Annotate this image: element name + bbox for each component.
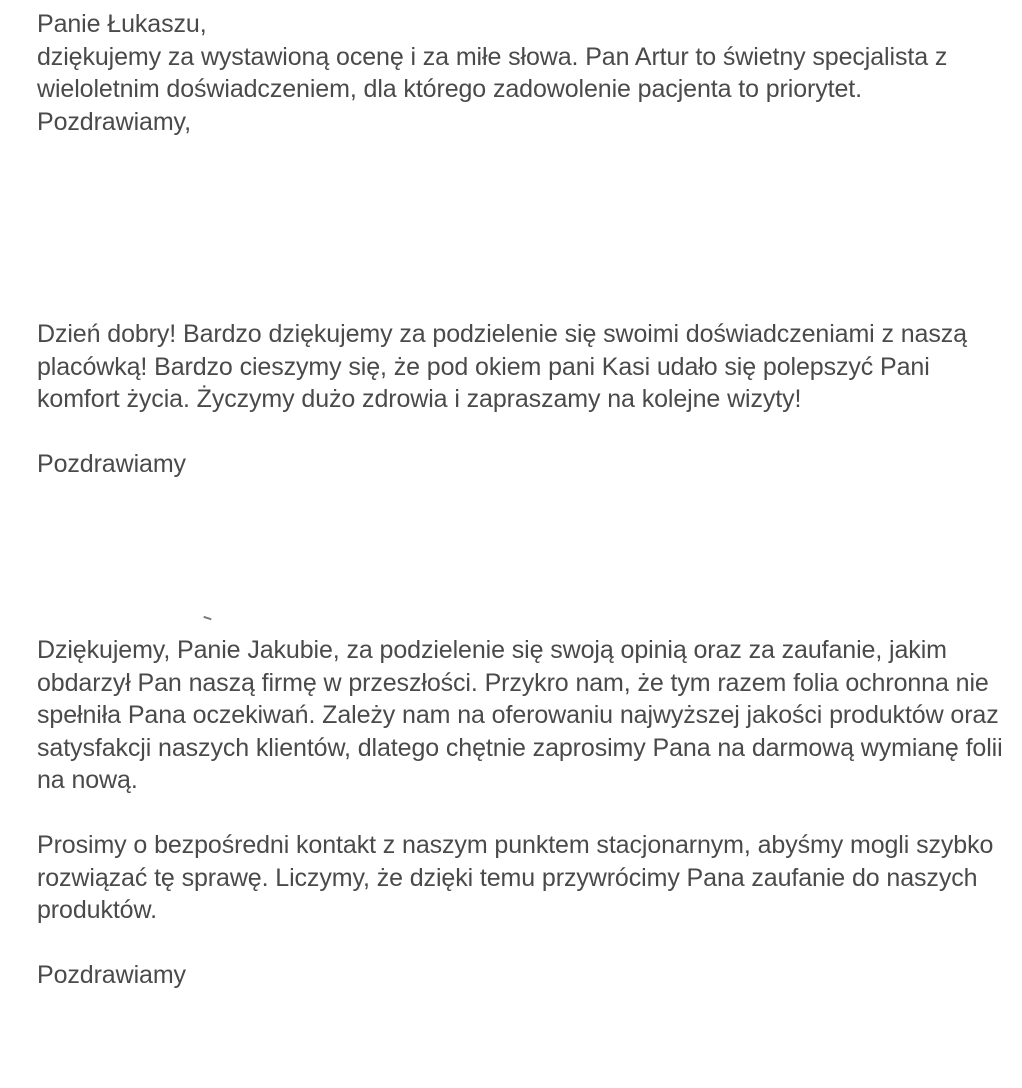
- reply-body-continued: Prosimy o bezpośredni kontakt z naszym punktem stacjonarnym, abyśmy mogli szybko rozwiązać tę sprawę. Liczymy, że dzięki temu przywrócimy Pana zaufanie do naszych produktów.: [37, 831, 1001, 924]
- reply-body: Dzień dobry! Bardzo dziękujemy za podzielenie się swoimi doświadczeniami z naszą placówką! Bardzo cieszymy się, że pod okiem pani Kasi udało się polepszyć Pani komfort życia. Życzymy dużo zdrowia i zapraszamy na kolejne wizyty!: [37, 320, 974, 413]
- paragraph-spacer: [37, 416, 1002, 449]
- reply-greeting: Panie Łukaszu,: [37, 10, 207, 38]
- reply-block-2: [37, 318, 1002, 481]
- reply-block-1: [37, 8, 1012, 138]
- reply-block-3: [37, 634, 1017, 992]
- paragraph-spacer: [37, 797, 1017, 830]
- reply-body: dziękujemy za wystawioną ocenę i za miłe słowa. Pan Artur to świetny specjalista z wieloletnim doświadczeniem, dla którego zadowolenie pacjenta to priorytet.: [37, 42, 955, 103]
- paragraph-spacer: [37, 927, 1017, 960]
- reply-closing: Pozdrawiamy,: [37, 107, 191, 136]
- stray-mark: [202, 616, 211, 623]
- reply-body: Dziękujemy, Panie Jakubie, za podzielenie się swoją opinią oraz za zaufanie, jakim obdarzył Pan naszą firmę w przeszłości. Przykro nam, że tym razem folia ochronna nie spełniła Pana oczekiwań. Zależy nam na oferowaniu najwyższej jakości produktów oraz satysfakcji naszych klientów, dlatego chętnie zaprosimy Pana na darmową wymianę folii na nową.: [37, 636, 1010, 794]
- reply-closing: Pozdrawiamy: [37, 450, 186, 478]
- reply-closing: Pozdrawiamy: [37, 961, 186, 989]
